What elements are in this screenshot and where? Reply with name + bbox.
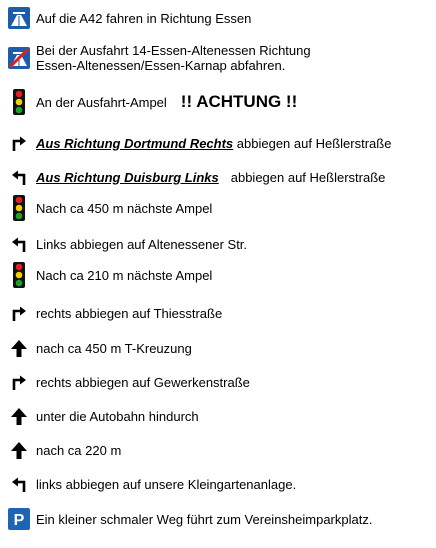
step-7 (8, 233, 247, 255)
turn-left-icon (8, 473, 30, 495)
motorway-end-icon (8, 47, 30, 69)
step-1 (8, 7, 251, 29)
traffic-light-icon (8, 91, 30, 113)
step-text: rechts abbiegen auf Thiesstraße (36, 305, 223, 321)
step-5 (8, 166, 385, 188)
turn-right-icon (8, 371, 30, 393)
step-emphasis: Aus Richtung Dortmund Rechts (36, 135, 234, 151)
step-text: Ein kleiner schmaler Weg führt zum Vereinsheimparkplatz. (36, 511, 373, 527)
step-3 (8, 91, 297, 113)
step-text: Links abbiegen auf Altenessener Str. (36, 236, 248, 252)
step-8 (8, 264, 212, 286)
traffic-light-icon (8, 264, 30, 286)
step-text: unter die Autobahn hindurch (36, 408, 199, 424)
step-text: rechts abbiegen auf Gewerkenstraße (36, 374, 250, 390)
step-10 (8, 337, 192, 359)
step-12 (8, 405, 199, 427)
turn-left-icon (8, 233, 30, 255)
step-15 (8, 508, 372, 530)
step-4 (8, 132, 391, 154)
turn-left-icon (8, 166, 30, 188)
step-text: nach ca 450 m T-Kreuzung (36, 340, 192, 356)
step-text: nach ca 220 m (36, 442, 122, 458)
step-6 (8, 197, 212, 219)
step-text (36, 43, 366, 73)
turn-right-icon (8, 132, 30, 154)
step-text-line1: Bei der Ausfahrt 14-Essen-Altenessen Richtung (36, 43, 311, 58)
straight-arrow-icon (8, 439, 30, 461)
step-text: Nach ca 450 m nächste Ampel (36, 200, 213, 216)
step-13 (8, 439, 121, 461)
step-text (36, 136, 391, 151)
step-text: Auf die A42 fahren in Richtung Essen (36, 10, 252, 26)
traffic-light-icon (8, 197, 30, 219)
step-emphasis: Aus Richtung Duisburg Links (36, 169, 219, 185)
step-9 (8, 302, 222, 324)
step-2 (8, 43, 366, 73)
step-11 (8, 371, 250, 393)
step-text-line2: Essen-Altenessen/Essen-Karnap abfahren. (36, 58, 286, 73)
step-rest: abbiegen auf Heßlerstraße (230, 169, 386, 185)
warning-label: !! ACHTUNG !! (180, 92, 298, 111)
turn-right-icon (8, 302, 30, 324)
straight-arrow-icon (8, 405, 30, 427)
parking-icon (8, 508, 30, 530)
parking-letter: P (13, 512, 25, 529)
straight-arrow-icon (8, 337, 30, 359)
step-text: An der Ausfahrt-Ampel (36, 94, 167, 110)
step-14 (8, 473, 296, 495)
step-text: Nach ca 210 m nächste Ampel (36, 267, 213, 283)
step-text (36, 170, 385, 185)
step-rest: abbiegen auf Heßlerstraße (233, 135, 392, 151)
motorway-icon (8, 7, 30, 29)
step-text: links abbiegen auf unsere Kleingartenanlage. (36, 476, 297, 492)
